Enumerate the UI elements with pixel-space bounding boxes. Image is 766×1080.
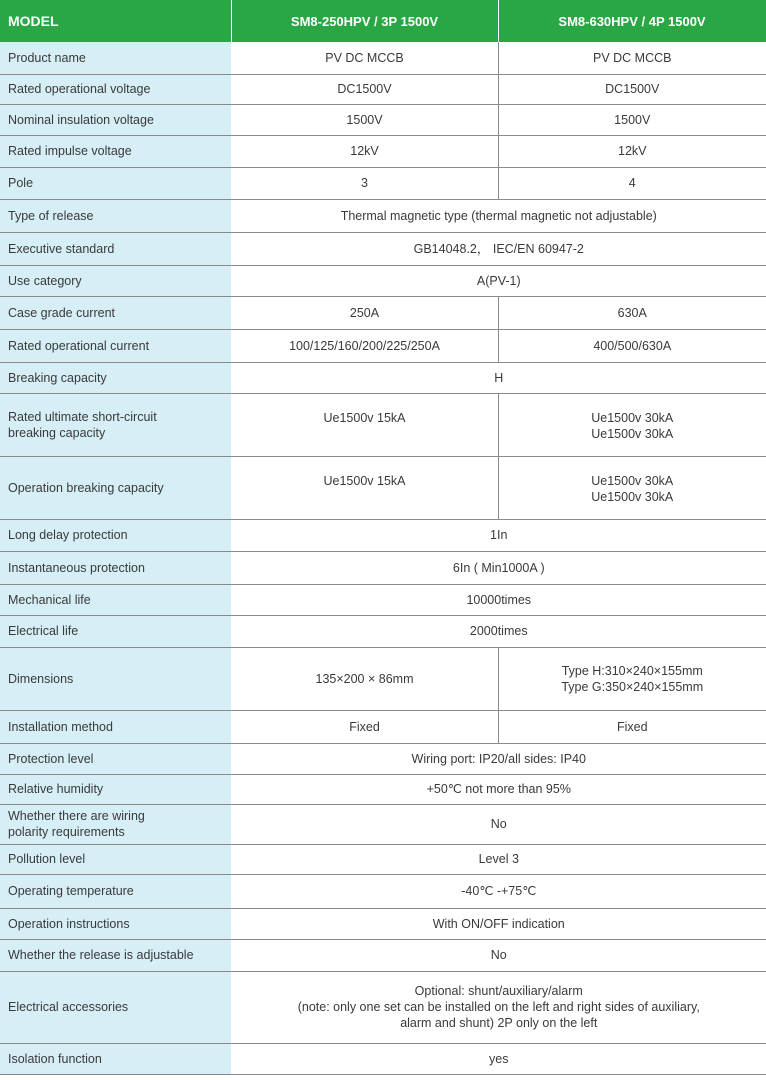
row-value: 12kV bbox=[231, 135, 498, 167]
row-value: Wiring port: IP20/all sides: IP40 bbox=[231, 743, 766, 774]
row-value: Fixed bbox=[498, 710, 766, 743]
row-value: 4 bbox=[498, 167, 766, 199]
table-row bbox=[0, 551, 766, 584]
row-value: 250A bbox=[231, 296, 498, 329]
row-label: Long delay protection bbox=[0, 519, 231, 551]
header-model: MODEL bbox=[0, 0, 231, 42]
row-label: Protection level bbox=[0, 743, 231, 774]
row-value: Level 3 bbox=[231, 844, 766, 874]
row-label: Rated operational voltage bbox=[0, 74, 231, 104]
row-value: 135×200 × 86mm bbox=[231, 647, 498, 710]
header-model-630: SM8-630HPV / 4P 1500V bbox=[498, 0, 766, 42]
row-label: Breaking capacity bbox=[0, 362, 231, 393]
row-value: PV DC MCCB bbox=[231, 42, 498, 74]
table-row bbox=[0, 42, 766, 74]
table-row bbox=[0, 456, 766, 519]
row-value: GB14048.2， IEC/EN 60947-2 bbox=[231, 232, 766, 265]
row-value: 1500V bbox=[231, 104, 498, 135]
row-value: DC1500V bbox=[231, 74, 498, 104]
row-label: Electrical life bbox=[0, 615, 231, 647]
row-value-line: Optional: shunt/auxiliary/alarm bbox=[414, 984, 583, 998]
row-value: yes bbox=[231, 1043, 766, 1074]
table-row bbox=[0, 265, 766, 296]
row-value-line: Ue1500v 30kA bbox=[591, 410, 674, 425]
row-label: Pollution level bbox=[0, 844, 231, 874]
row-value: No bbox=[231, 804, 766, 844]
row-value: Thermal magnetic type (thermal magnetic not adjustable) bbox=[231, 199, 766, 232]
row-value: Ue1500v 15kA bbox=[231, 456, 498, 519]
table-row bbox=[0, 844, 766, 874]
table-row bbox=[0, 971, 766, 1043]
row-value: 1In bbox=[231, 519, 766, 551]
table-row bbox=[0, 296, 766, 329]
row-value bbox=[231, 971, 766, 1043]
row-label-line: Whether there are wiring bbox=[8, 809, 145, 823]
row-label: Case grade current bbox=[0, 296, 231, 329]
table-row bbox=[0, 362, 766, 393]
row-value: 3 bbox=[231, 167, 498, 199]
table-row bbox=[0, 584, 766, 615]
row-value-line: Type G:350×240×155mm bbox=[561, 679, 704, 694]
row-label: Operation breaking capacity bbox=[0, 456, 231, 519]
row-value: 400/500/630A bbox=[498, 329, 766, 362]
row-value: 6In ( Min1000A ) bbox=[231, 551, 766, 584]
row-label: Executive standard bbox=[0, 232, 231, 265]
row-label: Operation instructions bbox=[0, 908, 231, 939]
row-value bbox=[498, 647, 766, 710]
table-row bbox=[0, 647, 766, 710]
header-model-250: SM8-250HPV / 3P 1500V bbox=[231, 0, 498, 42]
table-row bbox=[0, 199, 766, 232]
row-value: PV DC MCCB bbox=[498, 42, 766, 74]
row-value: 2000times bbox=[231, 615, 766, 647]
row-value-line: Ue1500v 30kA bbox=[591, 426, 674, 441]
table-row bbox=[0, 1043, 766, 1074]
table-row bbox=[0, 710, 766, 743]
row-value-line: Type H:310×240×155mm bbox=[561, 663, 703, 678]
row-value: Fixed bbox=[231, 710, 498, 743]
row-value: 10000times bbox=[231, 584, 766, 615]
row-label: Type of release bbox=[0, 199, 231, 232]
row-label bbox=[0, 804, 231, 844]
row-label: Operating temperature bbox=[0, 874, 231, 908]
table-row bbox=[0, 939, 766, 971]
row-value: 1500V bbox=[498, 104, 766, 135]
row-label: Product name bbox=[0, 42, 231, 74]
table-row bbox=[0, 804, 766, 844]
table-row bbox=[0, 167, 766, 199]
row-label: Dimensions bbox=[0, 647, 231, 710]
table-row bbox=[0, 615, 766, 647]
row-value: Ue1500v 15kA bbox=[231, 393, 498, 456]
row-label-line: Rated ultimate short-circuit bbox=[8, 409, 157, 424]
row-label: Relative humidity bbox=[0, 774, 231, 804]
table-row bbox=[0, 74, 766, 104]
row-label: Rated operational current bbox=[0, 329, 231, 362]
row-value: +50℃ not more than 95% bbox=[231, 774, 766, 804]
table-row bbox=[0, 135, 766, 167]
row-label: Rated impulse voltage bbox=[0, 135, 231, 167]
row-label-line: polarity requirements bbox=[8, 825, 125, 839]
row-label: Isolation function bbox=[0, 1043, 231, 1074]
row-value: DC1500V bbox=[498, 74, 766, 104]
row-label-line: breaking capacity bbox=[8, 425, 106, 440]
row-value: 100/125/160/200/225/250A bbox=[231, 329, 498, 362]
table-row bbox=[0, 743, 766, 774]
row-label: Nominal insulation voltage bbox=[0, 104, 231, 135]
table-row bbox=[0, 874, 766, 908]
row-label: Pole bbox=[0, 167, 231, 199]
row-value: No bbox=[231, 939, 766, 971]
row-value: With ON/OFF indication bbox=[231, 908, 766, 939]
row-value bbox=[498, 393, 766, 456]
row-value-line: alarm and shunt) 2P only on the left bbox=[400, 1016, 598, 1030]
row-value: 630A bbox=[498, 296, 766, 329]
row-value: H bbox=[231, 362, 766, 393]
row-label: Use category bbox=[0, 265, 231, 296]
row-label: Whether the release is adjustable bbox=[0, 939, 231, 971]
row-label: Installation method bbox=[0, 710, 231, 743]
table-row bbox=[0, 393, 766, 456]
row-value-line: Ue1500v 30kA bbox=[591, 473, 674, 488]
header-row bbox=[0, 0, 766, 42]
row-label: Instantaneous protection bbox=[0, 551, 231, 584]
table-row bbox=[0, 519, 766, 551]
row-label: Electrical accessories bbox=[0, 971, 231, 1043]
row-label: Mechanical life bbox=[0, 584, 231, 615]
table-row bbox=[0, 104, 766, 135]
row-value-line: Ue1500v 30kA bbox=[591, 489, 674, 504]
row-label bbox=[0, 393, 231, 456]
row-value bbox=[498, 456, 766, 519]
row-value: A(PV-1) bbox=[231, 265, 766, 296]
row-value: 12kV bbox=[498, 135, 766, 167]
table-row bbox=[0, 329, 766, 362]
row-value: -40℃ -+75℃ bbox=[231, 874, 766, 908]
row-value-line: (note: only one set can be installed on the left and right sides of auxiliary, bbox=[297, 1000, 700, 1014]
table-row bbox=[0, 232, 766, 265]
table-row bbox=[0, 774, 766, 804]
table-row bbox=[0, 908, 766, 939]
